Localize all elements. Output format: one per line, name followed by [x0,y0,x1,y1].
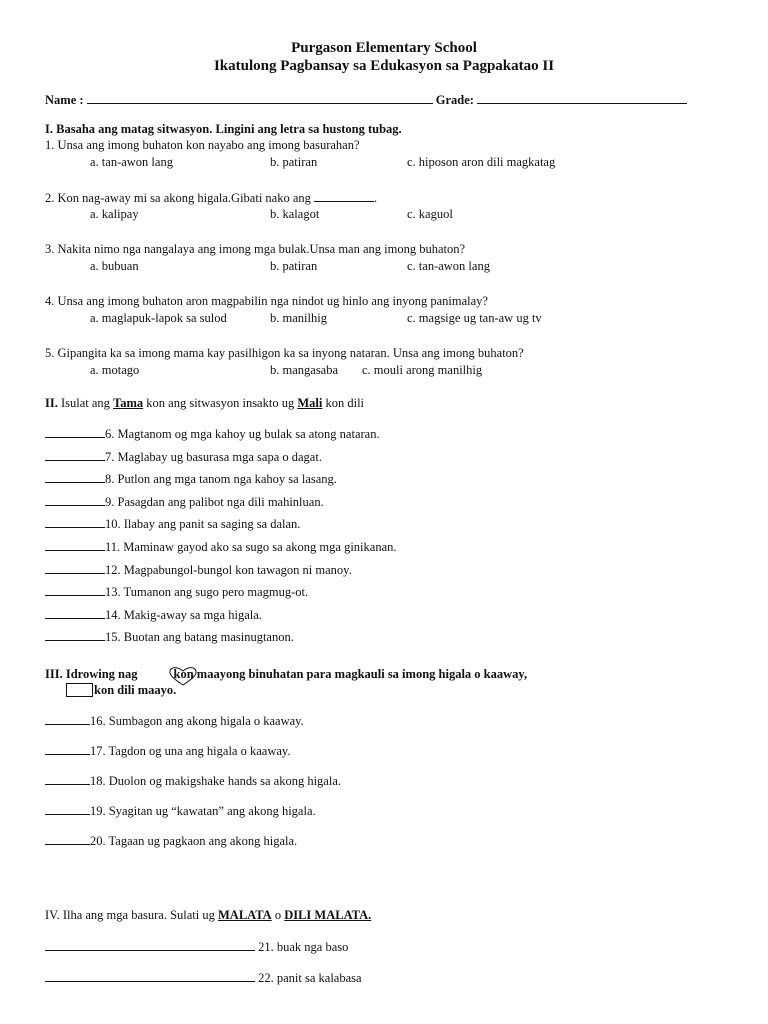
mali-label: Mali [297,396,323,410]
section4-mid: o [274,908,282,922]
section2-post: kon dili [325,396,365,410]
list-item [45,970,362,986]
answer-blank[interactable] [45,471,105,483]
item-text: 6. Magtanom og mga kahoy ug bulak sa atong nataran. [105,427,380,441]
item-text: 7. Maglabay ug basurasa mga sapa o dagat. [105,450,322,464]
answer-blank[interactable] [45,743,90,755]
answer-blank[interactable] [45,539,105,551]
list-item [45,939,348,955]
list-item [45,449,322,465]
section4-pre: IV. Ilha ang mga basura. Sulati ug [45,908,215,922]
answer-blank[interactable] [45,773,90,785]
q1-option-a[interactable]: a. tan-awon lang [90,155,173,169]
q2-option-c[interactable]: c. kaguol [407,207,453,221]
section1-title: I. Basaha ang matag sitwasyon. Lingini ang letra sa hustong tubag. [45,122,402,136]
list-item [45,494,324,510]
grade-label: Grade: [435,93,474,107]
list-item [45,426,380,442]
section4-title [45,908,371,923]
item-text: 11. Maminaw gayod ako sa sugo sa akong mga ginikanan. [105,540,397,554]
item-text: 20. Tagaan ug pagkaon ang akong higala. [90,834,298,848]
item-text: 21. buak nga baso [258,940,349,954]
item-text: 22. panit sa kalabasa [258,971,362,985]
name-grade-row [45,92,687,108]
q5-option-b[interactable]: b. mangasaba [270,363,339,377]
q3-option-a[interactable]: a. bubuan [90,259,139,273]
question-3: 3. Nakita nimo nga nangalaya ang imong mga bulak.Unsa man ang imong buhaton? [45,242,466,256]
answer-blank[interactable] [45,516,105,528]
grade-field[interactable] [477,92,687,104]
answer-blank[interactable] [45,494,105,506]
school-title: Purgason Elementary School [291,40,477,56]
malata-label: MALATA [218,908,272,922]
answer-blank[interactable] [45,713,90,725]
section2-pre: Isulat ang [60,396,110,410]
q2-option-b[interactable]: b. kalagot [270,207,320,221]
square-box-icon [66,683,93,697]
question-1: 1. Unsa ang imong buhaton kon nayabo ang imong basurahan? [45,138,360,152]
q4-option-b[interactable]: b. manilhig [270,311,327,325]
item-text: 9. Pasagdan ang palibot nga dili mahinluan. [105,495,324,509]
question-4: 4. Unsa ang imong buhaton aron magpabilin nga nindot ug hinlo ang inyong panimalay? [45,294,488,308]
list-item [45,629,294,645]
q4-option-a[interactable]: a. maglapuk-lapok sa sulod [90,311,227,325]
q2-option-a[interactable]: a. kalipay [90,207,139,221]
answer-blank[interactable] [45,449,105,461]
question-2: 2. Kon nag-away mi sa akong higala.Gibati nako ang . [45,191,378,205]
q2-blank [314,190,374,202]
item-text: 10. Ilabay ang panit sa saging sa dalan. [105,517,301,531]
item-text: 16. Sumbagon ang akong higala o kaaway. [90,714,304,728]
question-2-text: 2. Kon nag-away mi sa akong higala.Gibati nako ang [45,191,311,205]
item-text: 18. Duolon og makigshake hands sa akong higala. [90,774,341,788]
list-item [45,516,300,532]
section2-title [45,396,364,411]
q5-option-c[interactable]: c. mouli arong manilhig [362,363,483,377]
answer-blank[interactable] [45,833,90,845]
q4-option-c[interactable]: c. magsige ug tan-aw ug tv [407,311,542,325]
q3-option-b[interactable]: b. patiran [270,259,318,273]
dili-malata-label: DILI MALATA. [284,908,372,922]
list-item [45,471,337,487]
name-field[interactable] [87,92,433,104]
q1-option-b[interactable]: b. patiran [270,155,318,169]
list-item [45,833,297,849]
answer-blank[interactable] [45,562,105,574]
answer-blank[interactable] [45,584,105,596]
q5-option-a[interactable]: a. motago [90,363,140,377]
name-label: Name : [45,93,84,107]
list-item [45,539,397,555]
answer-blank[interactable] [45,629,105,641]
answer-blank[interactable] [45,426,105,438]
question-5: 5. Gipangita ka sa imong mama kay pasilhigon ka sa inyong nataran. Unsa ang imong buhaton? [45,346,524,360]
answer-blank[interactable] [45,939,255,951]
list-item [45,607,262,623]
section2-mid: kon ang sitwasyon insakto ug [146,396,295,410]
section2-num: II. [45,396,58,410]
item-text: 17. Tagdon og una ang higala o kaaway. [90,744,291,758]
answer-blank[interactable] [45,607,105,619]
item-text: 15. Buotan ang batang masinugtanon. [105,630,294,644]
list-item [45,562,352,578]
list-item [45,584,308,600]
list-item [45,743,290,759]
answer-blank[interactable] [45,803,90,815]
section3-title-line2: kon dili maayo. [94,683,177,697]
answer-blank[interactable] [45,970,255,982]
item-text: 12. Magpabungol-bungol kon tawagon ni manoy. [105,563,352,577]
tama-label: Tama [113,396,144,410]
item-text: 19. Syagitan ug “kawatan” ang akong higala. [90,804,316,818]
item-text: 13. Tumanon ang sugo pero magmug-ot. [105,585,309,599]
list-item [45,773,341,789]
list-item [45,803,316,819]
item-text: 14. Makig-away sa mga higala. [105,608,262,622]
item-text: 8. Putlon ang mga tanom nga kahoy sa lasang. [105,472,337,486]
list-item [45,713,304,729]
exam-title: Ikatulong Pagbansay sa Edukasyon sa Pagpakatao II [213,58,555,74]
q1-option-c[interactable]: c. hiposon aron dili magkatag [407,155,556,169]
section3-post: kon maayong binuhatan para magkauli sa imong higala o kaaway, [173,667,528,681]
section3-pre: III. Idrowing nag [45,667,138,681]
section3-title-line1 [45,667,527,682]
q3-option-c[interactable]: c. tan-awon lang [407,259,490,273]
